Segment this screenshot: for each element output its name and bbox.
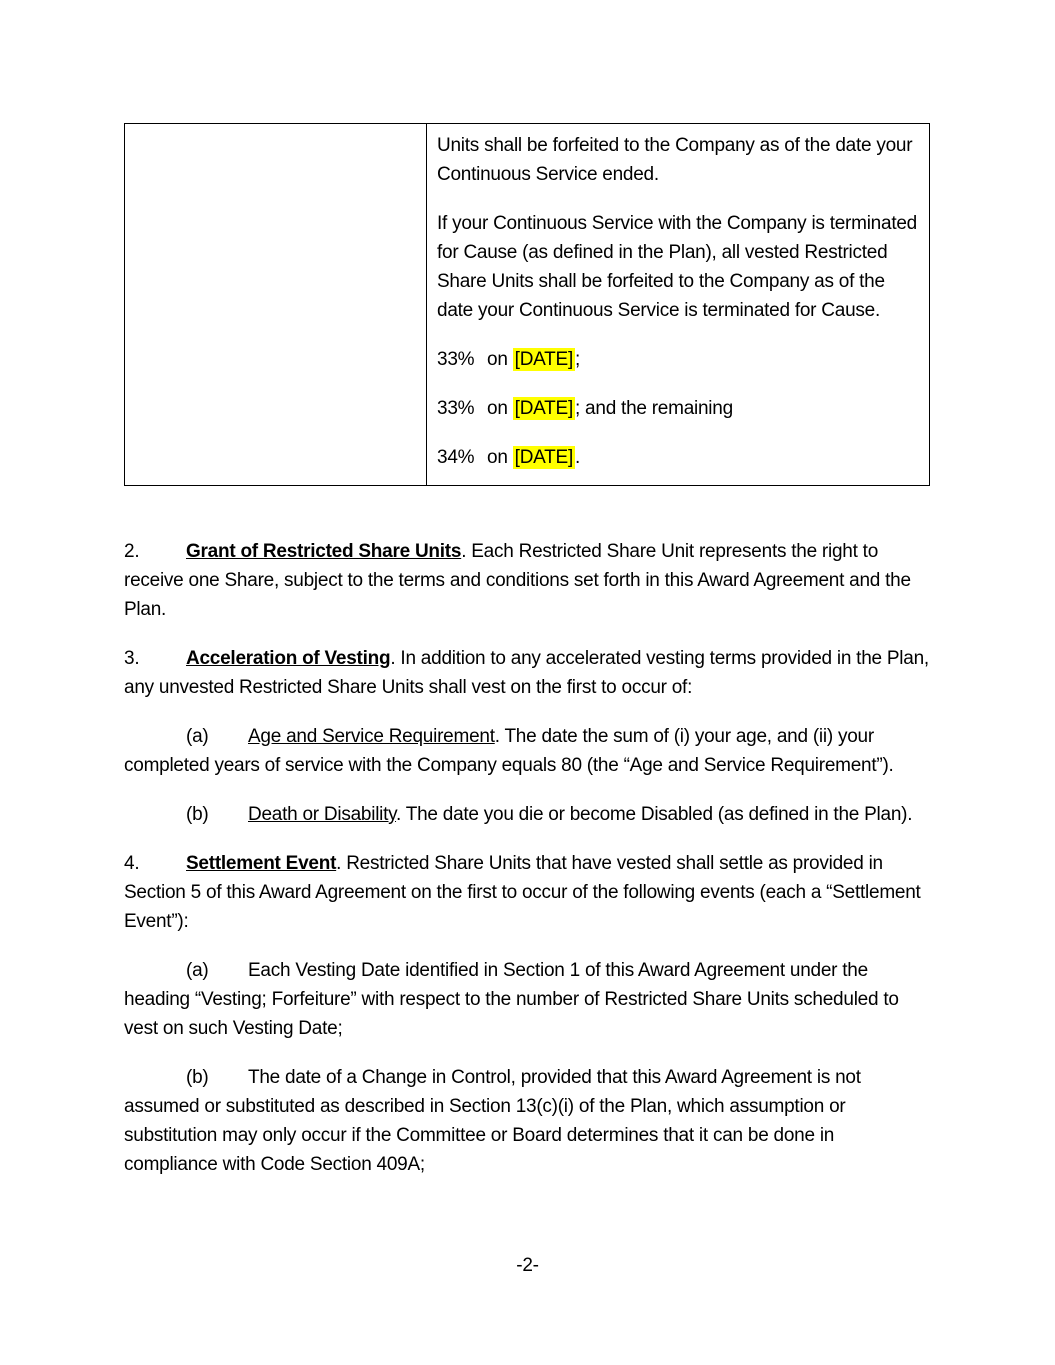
vesting-line-1 [437,345,919,374]
vesting-percent: 34% [437,447,475,468]
vesting-line-3 [437,443,919,472]
section-4-heading: Settlement Event [186,853,337,874]
forfeiture-paragraph-1: Units shall be forfeited to the Company as of the date your Continuous Service ended. [437,135,913,185]
vesting-pre-text: on [487,447,513,468]
section-3a-body: . The date the sum of (i) your age, and (ii) your completed years of service with the Company equals 80 (the “Age and Service Requirement”). [124,726,894,776]
vesting-post-text: ; [575,349,581,370]
section-2-heading: Grant of Restricted Share Units [186,541,462,562]
section-3b-paragraph [124,800,930,829]
section-2-paragraph [124,537,930,624]
vesting-percent: 33% [437,349,475,370]
date-highlight: [DATE] [514,349,573,370]
section-4b-number: (b) [186,1067,209,1088]
forfeiture-paragraph-2: If your Continuous Service with the Company is terminated for Cause (as defined in the Plan), all vested Restricted Share Units shall be forfeited to the Company as of the date your Continuous Service is terminated for Cause. [437,213,917,321]
section-4-number: 4. [124,853,140,874]
vesting-pre-text: on [487,398,513,419]
section-3a-number: (a) [186,726,209,747]
section-3a-paragraph [124,722,930,780]
section-2-body: . Each Restricted Share Unit represents the right to receive one Share, subject to the terms and conditions set forth in this Award Agreement and the Plan. [124,541,911,620]
section-3a-lead: Age and Service Requirement [248,726,495,747]
section-3-heading: Acceleration of Vesting [186,648,391,669]
section-4-body: . Restricted Share Units that have vested shall settle as provided in Section 5 of this Award Agreement on the first to occur of the following events (each a “Settlement Event”): [124,853,921,932]
section-3b-body: . The date you die or become Disabled (as defined in the Plan). [396,804,913,825]
section-3-paragraph [124,644,930,702]
vesting-pre-text: on [487,349,513,370]
section-4a-body: Each Vesting Date identified in Section 1 of this Award Agreement under the heading “Vesting; Forfeiture” with respect to the number of Restricted Share Units scheduled to vest on such Vesting Date; [124,960,899,1039]
section-4b-body: The date of a Change in Control, provided that this Award Agreement is not assumed or substituted as described in Section 13(c)(i) of the Plan, which assumption or substitution may only occur if the Committee or Board determines that it can be done in compliance with Code Section 409A; [124,1067,861,1175]
date-highlight: [DATE] [514,447,573,468]
section-4a-number: (a) [186,960,209,981]
vesting-post-text: . [575,447,581,468]
vesting-post-text: ; and the remaining [575,398,733,419]
date-highlight: [DATE] [514,398,573,419]
section-3-number: 3. [124,648,140,669]
vesting-percent: 33% [437,398,475,419]
page-number: -2- [516,1255,539,1276]
section-3b-lead: Death or Disability [248,804,397,825]
section-4b-paragraph [124,1063,930,1179]
section-4-paragraph [124,849,930,936]
section-2-number: 2. [124,541,140,562]
section-4a-paragraph [124,956,930,1043]
table-cell-left [125,124,427,485]
section-3-body: . In addition to any accelerated vesting terms provided in the Plan, any unvested Restricted Share Units shall vest on the first to occur of: [124,648,929,698]
vesting-forfeiture-table [124,123,930,486]
section-3b-number: (b) [186,804,209,825]
vesting-line-2 [437,394,919,423]
table-cell-right [427,124,929,485]
